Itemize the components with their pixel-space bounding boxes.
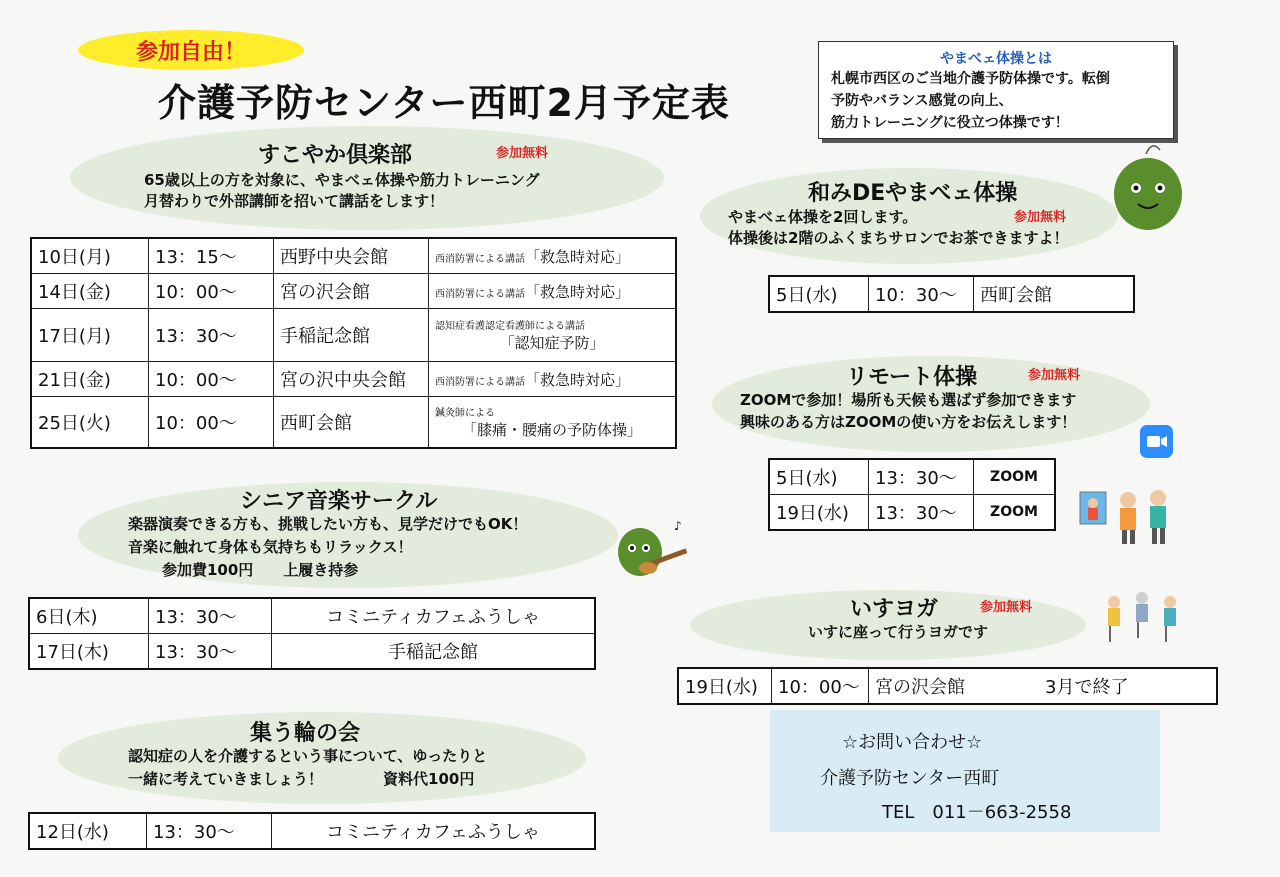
zoom-icon [1140,425,1173,458]
note-large: 「救急時対応」 [525,370,631,389]
sukoyaka-title: すこやか倶楽部 [258,143,413,168]
svg-text:♪: ♪ [674,519,682,533]
tsudou-desc: 認知症の人を介護するという事について、ゆったりと [128,747,488,765]
note-small: 認知症看護認定看護師による講話 [435,321,585,332]
sukoyaka-free-label: 参加無料 [496,146,549,161]
place-cell: ZOOM [974,459,1056,495]
info-line: 予防やバランス感覚の向上、 [831,93,1013,109]
contact-name: 介護予防センター西町 [820,768,1000,789]
senior-desc: 参加費100円 上履き持参 [162,561,359,579]
table-row [31,274,676,309]
nagomi-desc: 体操後は2階のふくまちサロンでお茶できますよ！ [728,229,1069,247]
time-cell: 10：00〜 [149,362,274,397]
senior-desc: 楽器演奏できる方も、挑戦したい方も、見学だけでもOK！ [128,515,528,533]
date-cell: 5日(水) [769,459,869,495]
note-small: 西消防署による講話 [435,288,525,300]
place-cell: 西町会館 [274,397,429,449]
time-cell: 10：00〜 [772,668,869,704]
note-cell [429,362,677,397]
nagomi-title: 和みDEやまべェ体操 [808,181,1018,206]
remote-title: リモート体操 [846,365,978,390]
table-row [29,813,595,849]
note-large: 「救急時対応」 [525,247,631,266]
badge-text: 参加自由！ [135,39,246,65]
note-small: 西消防署による講話 [435,376,525,388]
note-cell [429,274,677,309]
senior-desc: 音楽に触れて身体も気持ちもリラックス！ [128,538,413,556]
nagomi-free-label: 参加無料 [1014,210,1067,225]
table-row [31,309,676,362]
time-cell: 13：15〜 [149,238,274,274]
remote-schedule-table [768,458,1056,531]
chair-yoga-illustration [1096,586,1192,648]
place-cell: コミニティカフェふうしゃ [272,813,596,849]
time-cell: 10：00〜 [149,274,274,309]
remote-desc: 興味のある方はZOOMの使い方をお伝えします！ [740,413,1077,431]
place-cell [869,668,1218,704]
tsudou-schedule-table [28,812,596,850]
contact-box [770,710,1160,832]
tsudou-title: 集う輪の会 [250,721,361,746]
mascot-icon [1104,138,1194,236]
date-cell: 19日(水) [769,495,869,531]
place-cell: 手稲記念館 [274,309,429,362]
senior-schedule-table [28,597,596,670]
isu-title: いすヨガ [850,597,939,622]
senior-title: シニア音楽サークル [240,489,438,514]
place-cell: ZOOM [974,495,1056,531]
table-row [31,397,676,449]
time-cell: 13：30〜 [869,459,974,495]
sukoyaka-schedule-table [30,237,677,449]
table-row [678,668,1217,704]
date-cell: 12日(水) [29,813,147,849]
time-cell: 13：30〜 [869,495,974,531]
table-row [31,362,676,397]
date-cell: 6日(木) [29,598,149,634]
note-large: 「認知症予防」 [499,334,605,352]
participation-badge [78,30,304,70]
end-note: 3月で終了 [1045,677,1129,698]
time-cell: 13：30〜 [149,598,272,634]
sukoyaka-desc: 月替わりで外部講師を招いて講話をします！ [144,192,445,210]
table-row [29,634,595,670]
info-box-title: やまべェ体操とは [940,51,1052,67]
remote-desc: ZOOMで参加！場所も天候も選ばず参加できます [740,391,1077,409]
place-cell: 西町会館 [974,276,1135,312]
info-line: 筋力トレーニングに役立つ体操です！ [831,115,1069,131]
note-cell [429,309,677,362]
date-cell: 17日(木) [29,634,149,670]
table-row [769,459,1055,495]
nagomi-desc: やまべェ体操を2回します。 [728,208,918,226]
time-cell: 10：30〜 [869,276,974,312]
note-large: 「膝痛・腰痛の予防体操」 [461,421,642,439]
page-title: 介護予防センター西町2月予定表 [158,81,730,125]
date-cell: 5日(水) [769,276,869,312]
table-row [29,598,595,634]
place-cell: 宮の沢会館 [274,274,429,309]
date-cell: 25日(火) [31,397,149,449]
table-row [31,238,676,274]
table-row [769,276,1134,312]
sukoyaka-desc: 65歳以上の方を対象に、やまべェ体操や筋力トレーニング [144,171,540,189]
nagomi-schedule-table [768,275,1135,313]
place-cell: 手稲記念館 [272,634,596,670]
note-small: 鍼灸師による [435,408,495,419]
video-call-illustration [1076,486,1180,548]
place-cell: 宮の沢中央会館 [274,362,429,397]
date-cell: 17日(月) [31,309,149,362]
isu-schedule-table [677,667,1218,705]
remote-free-label: 参加無料 [1028,368,1081,383]
note-cell [429,238,677,274]
date-cell: 14日(金) [31,274,149,309]
date-cell: 10日(月) [31,238,149,274]
info-line: 札幌市西区のご当地介護予防体操です。転倒 [831,71,1110,87]
contact-title: ☆お問い合わせ☆ [842,732,983,753]
isu-free-label: 参加無料 [980,600,1033,615]
time-cell: 13：30〜 [149,634,272,670]
time-cell: 13：30〜 [149,309,274,362]
time-cell: 10：00〜 [149,397,274,449]
table-row [769,495,1055,531]
time-cell: 13：30〜 [147,813,272,849]
place-text: 宮の沢会館 [875,677,965,698]
date-cell: 21日(金) [31,362,149,397]
note-small: 西消防署による講話 [435,253,525,265]
place-cell: コミニティカフェふうしゃ [272,598,596,634]
mascot-icon [612,512,692,582]
place-cell: 西野中央会館 [274,238,429,274]
note-large: 「救急時対応」 [525,282,631,301]
note-cell [429,397,677,449]
date-cell: 19日(水) [678,668,772,704]
isu-desc: いすに座って行うヨガです [808,623,989,641]
tsudou-desc: 一緒に考えていきましょう！ 資料代100円 [128,770,475,788]
yamabe-info-box [818,41,1174,139]
contact-tel: TEL 011－663-2558 [882,802,1072,823]
